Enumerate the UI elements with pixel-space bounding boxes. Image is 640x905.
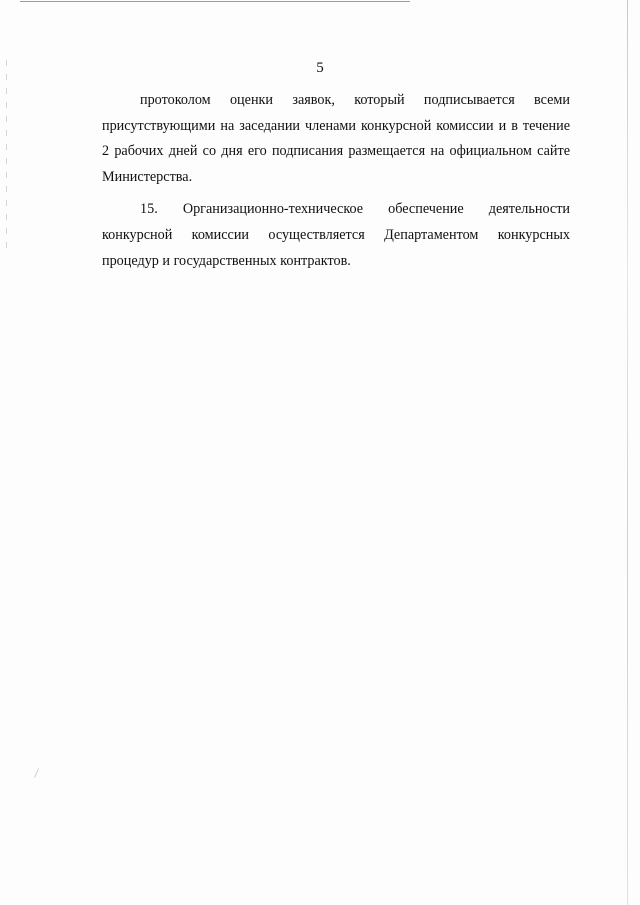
scan-edge-top xyxy=(20,1,410,2)
scan-speck xyxy=(34,768,39,777)
paragraph-line: Министерства. xyxy=(102,168,193,185)
paragraph-line: 15. Организационно-техническое обеспечение деятельности xyxy=(140,201,570,218)
paragraph-1 xyxy=(102,88,570,190)
paragraph-line: конкурсной комиссии осуществляется Департаментом конкурсных xyxy=(102,226,570,243)
paragraph-line: 2 рабочих дней со дня его подписания размещается на официальном сайте xyxy=(102,143,570,160)
scan-edge-right xyxy=(627,0,628,905)
body-text xyxy=(102,88,570,274)
paragraph-line: процедур и государственных контрактов. xyxy=(102,252,351,269)
paragraph-line: присутствующими на заседании членами конкурсной комиссии и в течение xyxy=(102,117,570,134)
paragraph-line: протоколом оценки заявок, который подписывается всеми xyxy=(140,92,570,108)
page-number: 5 xyxy=(316,60,324,76)
scan-edge-left xyxy=(6,60,7,250)
paragraph-2 xyxy=(102,197,570,274)
